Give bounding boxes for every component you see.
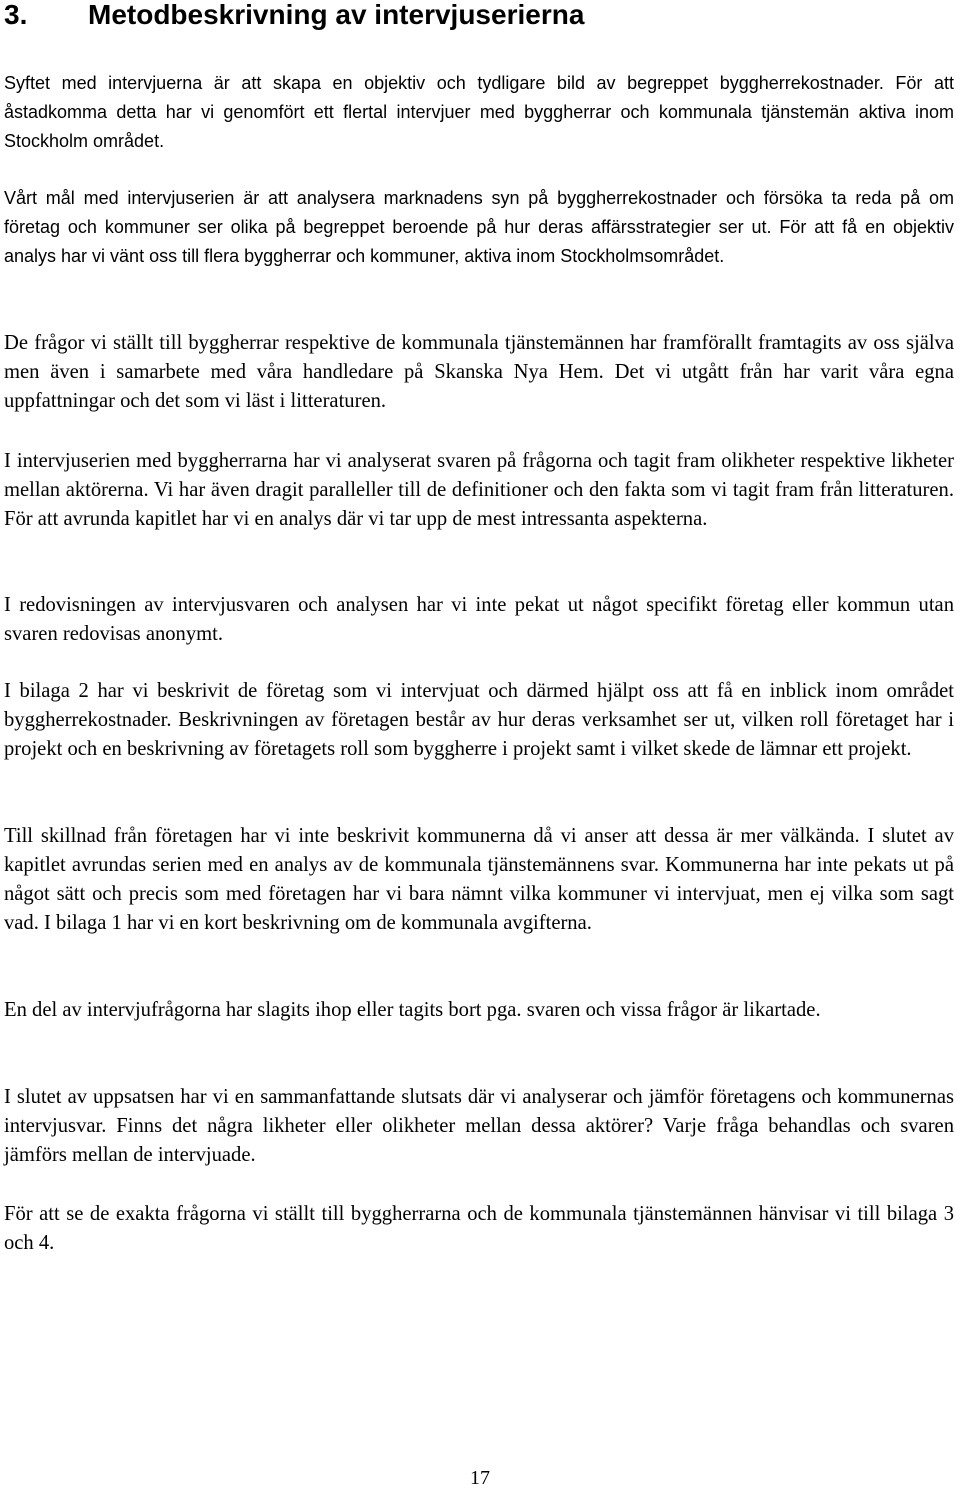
section-heading [4,0,584,30]
paragraph-purpose: Syftet med intervjuerna är att skapa en objektiv och tydligare bild av begreppet byggherrekostnader. För att åstadkomma detta har vi genomfört ett flertal intervjuer med byggherrar och kommunala tjänstemän aktiva inom Stockholm området. [4,73,954,151]
section-number: 3. [4,0,28,30]
paragraph-appendix-3-4: För att se de exakta frågorna vi ställt till byggherrarna och de kommunala tjänstemännen hänvisar vi till bilaga 3 och 4. [4,1203,954,1254]
section-title: Metodbeskrivning av intervjuserierna [88,0,585,30]
paragraph-analysis: I intervjuserien med byggherrarna har vi analyserat svaren på frågorna och tagit fram olikheter respektive likheter mellan aktörerna. Vi har även dragit paralleller till de definitioner och den fakta som vi tagit fram från litteraturen. För att avrunda kapitlet har vi en analys där vi tar upp de mest intressanta aspekterna. [4,450,954,530]
paragraph-municipalities: Till skillnad från företagen har vi inte beskrivit kommunerna då vi anser att dessa är mer välkända. I slutet av kapitlet avrundas serien med en analys av de kommunala tjänstemännens svar. Kommunerna har inte pekats ut på något sätt och precis som med företagen har vi bara nämnt vilka kommuner vi intervjuat, men ej vilka som sagt vad. I bilaga 1 har vi en kort beskrivning om de kommunala avgifterna. [4,825,954,934]
paragraph-appendix-2: I bilaga 2 har vi beskrivit de företag som vi intervjuat och därmed hjälpt oss att få en inblick inom området byggherrekostnader. Beskrivningen av företagen består av hur deras verksamhet ser ut, vilken roll företaget har i projekt och en beskrivning av företagets roll som byggherre i projekt samt i vilket skede de lämnar ett projekt. [4,680,954,760]
paragraph-goal: Vårt mål med intervjuserien är att analysera marknadens syn på byggherrekostnader och försöka ta reda på om företag och kommuner ser olika på begreppet beroende på hur deras affärsstrategier ser ut. För att få en objektiv analys har vi vänt oss till flera byggherrar och kommuner, aktiva inom Stockholmsområdet. [4,188,954,266]
paragraph-merged-questions: En del av intervjufrågorna har slagits ihop eller tagits bort pga. svaren och vissa frågor är likartade. [4,999,821,1021]
paragraph-questions: De frågor vi ställt till byggherrar respektive de kommunala tjänstemännen har framförallt framtagits av oss själva men även i samarbete med våra handledare på Skanska Nya Hem. Det vi utgått från har varit våra egna uppfattningar och det som vi läst i litteraturen. [4,332,954,412]
paragraph-anonymity: I redovisningen av intervjusvaren och analysen har vi inte pekat ut något specifikt företag eller kommun utan svaren redovisas anonymt. [4,594,954,645]
page-number: 17 [470,1467,490,1489]
paragraph-conclusion: I slutet av uppsatsen har vi en sammanfattande slutsats där vi analyserar och jämför företagens och kommunernas intervjusvar. Finns det några likheter eller olikheter mellan dessa aktörer? Varje fråga behandlas och svaren jämförs mellan de intervjuade. [4,1086,954,1166]
